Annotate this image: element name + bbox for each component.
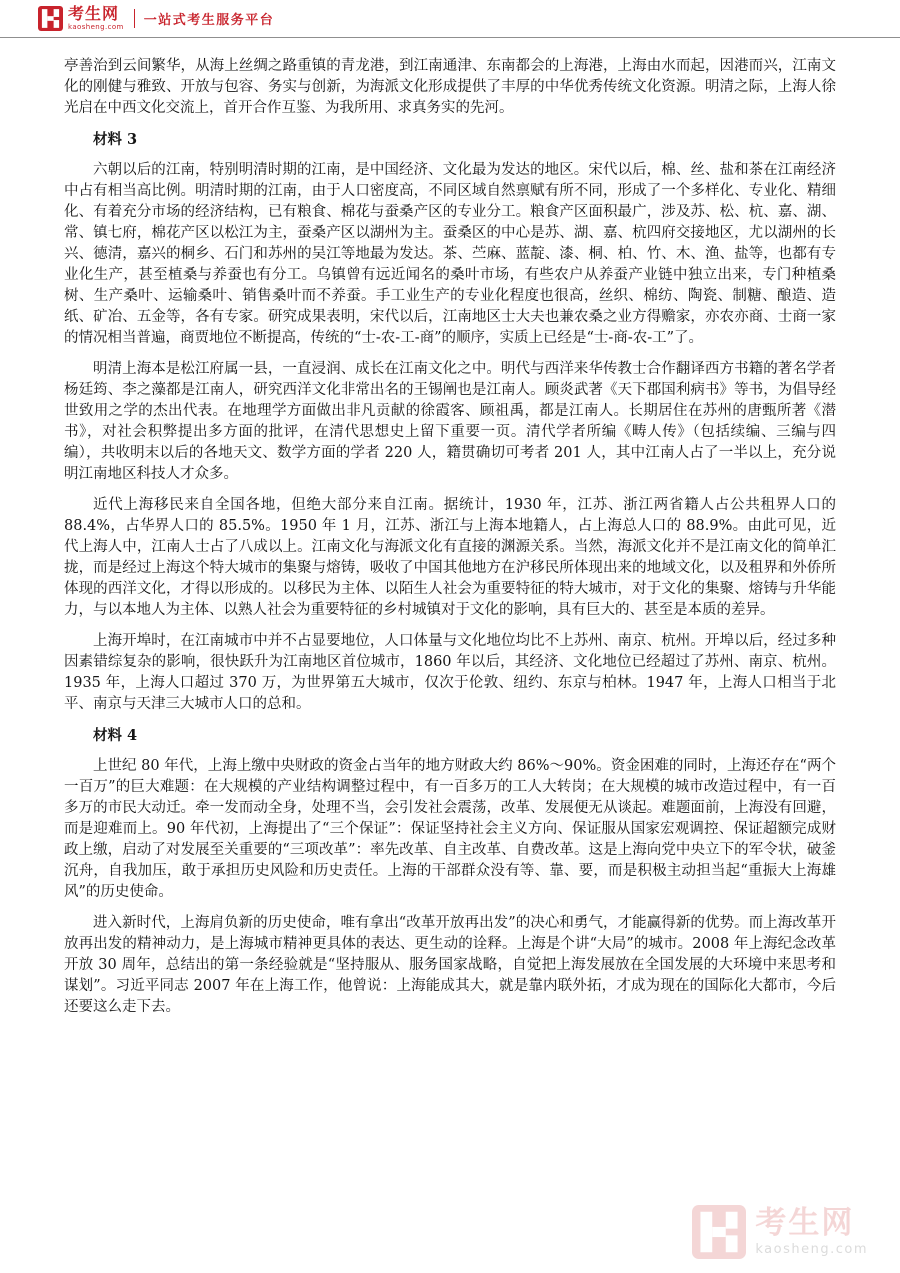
watermark-brand-domain: kaosheng.com (755, 1242, 868, 1257)
document-body (64, 56, 836, 1028)
logo-text-column (68, 6, 124, 31)
watermark-text-column (755, 1205, 868, 1257)
paragraph: 上海开埠时，在江南城市中并不占显要地位，人口体量与文化地位均比不上苏州、南京、杭州。开埠以后，经过多种因素错综复杂的影响，很快跃升为江南地区首位城市，1860 年以后，其经济、文化地位已经超过了苏州、南京、杭州。1935 年，上海人口超过 370 万，为世界第五大城市，仅次于伦敦、纽约、东京与柏林。1947 年，上海人口相当于北平、南京与天津三大城市人口的总和。 (64, 633, 836, 712)
paragraph: 上世纪 80 年代，上海上缴中央财政的资金占当年的地方财政大约 86%～90%。资金困难的同时，上海还存在“两个一百万”的巨大难题：在大规模的产业结构调整过程中，有一百多万的工人大转岗；在大规模的城市改造过程中，有一百多万的市民大动迁。牵一发而动全身，处理不当，会引发社会震荡，改革、发展便无从谈起。难题面前，上海没有回避，而是迎难而上。90 年代初，上海提出了“三个保证”：保证坚持社会主义方向、保证服从国家宏观调控、保证超额完成财政上缴，启动了对发展至关重要的“三项改革”：率先改革、自主改革、自费改革。这是上海向党中央立下的军令状，破釜沉舟，自我加压，敢于承担历史风险和历史责任。上海的干部群众没有等、靠、要，而是积极主动担当起“重振大上海雄风”的历史使命。 (64, 758, 836, 900)
brand-tagline: 一站式考生服务平台 (143, 13, 275, 28)
kaosheng-logo-icon (38, 6, 63, 31)
paragraph: 近代上海移民来自全国各地，但绝大部分来自江南。据统计，1930 年，江苏、浙江两省籍人占公共租界人口的 88.4%，占华界人口的 85.5%。1950 年 1 月，江苏、浙江与上海本地籍人，占上海总人口的 88.9%。由此可见，近代上海人中，江南人士占了八成以上。江南文化与海派文化有直接的渊源关系。当然，海派文化并不是江南文化的简单汇拢，而是经过上海这个特大城市的集聚与熔铸，吸收了中国其他地方在沪移民所体现出来的地域文化，以及租界和外侨所体现的西洋文化，才得以形成的。以移民为主体、以陌生人社会为重要特征的特大城市，对于文化的集聚、熔铸与升华能力，与以本地人为主体、以熟人社会为重要特征的乡村城镇对于文化的影响，具有巨大的、甚至是本质的差异。 (64, 497, 836, 618)
page-header (0, 0, 900, 38)
watermark-brand-name: 考生网 (755, 1205, 855, 1241)
paragraph: 亭善治到云间繁华，从海上丝绸之路重镇的青龙港，到江南通津、东南都会的上海港，上海由水而起，因港而兴，江南文化的刚健与雅致、开放与包容、务实与创新，为海派文化形成提供了丰厚的中华优秀传统文化资源。明清之际，上海人徐光启在中西文化交流上，首开合作互鉴、为我所用、求真务实的先河。 (64, 58, 836, 116)
brand-domain: kaosheng.com (68, 23, 124, 31)
brand-name: 考生网 (68, 4, 120, 23)
material-heading: 材料 4 (93, 727, 138, 744)
paragraph: 六朝以后的江南，特别明清时期的江南，是中国经济、文化最为发达的地区。宋代以后，棉、丝、盐和茶在江南经济中占有相当高比例。明清时期的江南，由于人口密度高，不同区域自然禀赋有所不同，形成了一个多样化、专业化、精细化、有着充分市场的经济结构，已有粮食、棉花与蚕桑产区的专业分工。粮食产区面积最广，涉及苏、松、杭、嘉、湖、常、镇七府，棉花产区以松江为主，蚕桑产区以湖州为主。蚕桑区的中心是苏、湖、嘉、杭四府交接地区，尤以湖州的长兴、德清，嘉兴的桐乡、石门和苏州的吴江等地最为发达。茶、苎麻、蓝靛、漆、桐、柏、竹、木、渔、盐等，也都有专业化生产，甚至植桑与养蚕也有分工。乌镇曾有远近闻名的桑叶市场，有些农户从养蚕产业链中独立出来，专门种植桑树、生产桑叶、运输桑叶、销售桑叶而不养蚕。手工业生产的专业化程度也很高，丝织、棉纺、陶瓷、制糖、酿造、造纸、矿冶、五金等，各有专家。研究成果表明，宋代以后，江南地区士大夫也兼农桑之业方得赡家，亦农亦商、士商一家的情况相当普遍，商贾地位不断提高，传统的“士-农-工-商”的顺序，实质上已经是“士-商-农-工”了。 (64, 162, 836, 346)
header-divider (134, 9, 135, 28)
paragraph: 进入新时代，上海肩负新的历史使命，唯有拿出“改革开放再出发”的决心和勇气，才能赢得新的优势。而上海改革开放再出发的精神动力，是上海城市精神更具体的表达、更生动的诠释。上海是个讲“大局”的城市。2008 年上海纪念改革开放 30 周年，总结出的第一条经验就是“坚持服从、服务国家战略，自觉把上海发展放在全国发展的大环境中来思考和谋划”。习近平同志 2007 年在上海工作，他曾说：上海能成其大，就是靠内联外拓，才成为现在的国际化大都市，今后还要这么走下去。 (64, 915, 836, 1015)
material-heading: 材料 3 (93, 131, 138, 148)
watermark-logo-icon (692, 1205, 746, 1259)
watermark (692, 1205, 868, 1259)
kaosheng-logo (38, 6, 124, 31)
paragraph: 明清上海本是松江府属一县，一直浸润、成长在江南文化之中。明代与西洋来华传教士合作翻译西方书籍的著名学者杨廷筠、李之藻都是江南人，研究西洋文化非常出名的王锡阐也是江南人。顾炎武著《天下郡国利病书》等书，为倡导经世致用之学的杰出代表。在地理学方面做出非凡贡献的徐霞客、顾祖禹，都是江南人。长期居住在苏州的唐甄所著《潜书》，对社会积弊提出多方面的批评，在清代思想史上留下重要一页。清代学者所编《畴人传》（包括续编、三编与四编），共收明末以后的各地天文、数学方面的学者 220 人，籍贯确切可考者 201 人，其中江南人占了一半以上，充分说明江南地区科技人才众多。 (64, 361, 836, 482)
